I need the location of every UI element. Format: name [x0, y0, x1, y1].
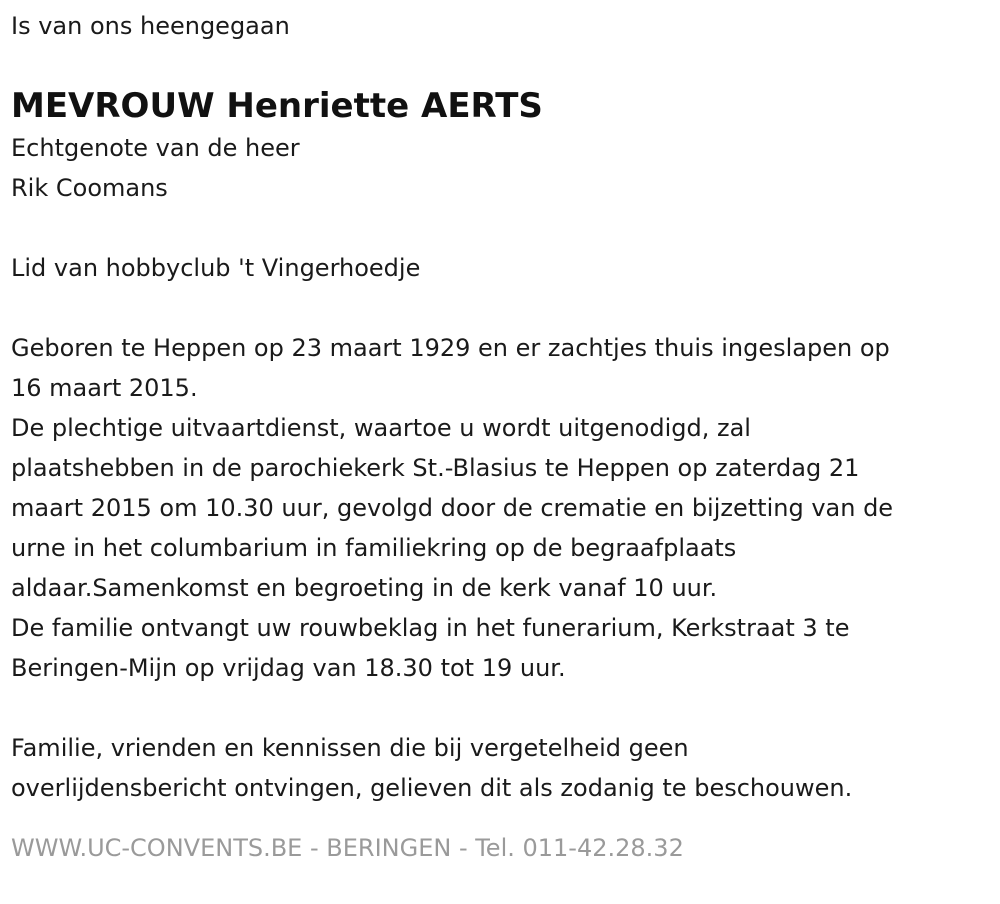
details-line: aldaar.Samenkomst en begroeting in de kerk vanaf 10 uur.	[11, 574, 718, 602]
details-line: Geboren te Heppen op 23 maart 1929 en er zachtjes thuis ingeslapen op	[11, 334, 890, 362]
spacer	[11, 688, 991, 728]
relation-line-2: Rik Coomans	[11, 174, 168, 202]
footer-contact: WWW.UC-CONVENTS.BE - BERINGEN - Tel. 011-42.28.32	[11, 834, 684, 862]
notice-line: Familie, vrienden en kennissen die bij vergetelheid geen	[11, 734, 689, 762]
details-line: maart 2015 om 10.30 uur, gevolgd door de crematie en bijzetting van de	[11, 494, 894, 522]
details-line: De familie ontvangt uw rouwbeklag in het funerarium, Kerkstraat 3 te	[11, 614, 850, 642]
spacer	[11, 208, 991, 248]
relation-line-1: Echtgenote van de heer	[11, 134, 300, 162]
membership-text: Lid van hobbyclub 't Vingerhoedje	[11, 254, 421, 282]
details-line: plaatshebben in de parochiekerk St.-Blasius te Heppen op zaterdag 21	[11, 454, 860, 482]
details-line: Beringen-Mijn op vrijdag van 18.30 tot 19 uur.	[11, 654, 566, 682]
deceased-name: MEVROUW Henriette AERTS	[11, 86, 543, 126]
spacer	[11, 288, 991, 328]
details-line: 16 maart 2015.	[11, 374, 198, 402]
obituary-notice	[11, 0, 991, 868]
intro-text: Is van ons heengegaan	[11, 12, 290, 40]
details-paragraph	[11, 328, 991, 688]
notice-line: overlijdensbericht ontvingen, gelieven dit als zodanig te beschouwen.	[11, 774, 853, 802]
details-line: urne in het columbarium in familiekring op de begraafplaats	[11, 534, 737, 562]
details-line: De plechtige uitvaartdienst, waartoe u wordt uitgenodigd, zal	[11, 414, 751, 442]
notice-paragraph	[11, 728, 991, 808]
